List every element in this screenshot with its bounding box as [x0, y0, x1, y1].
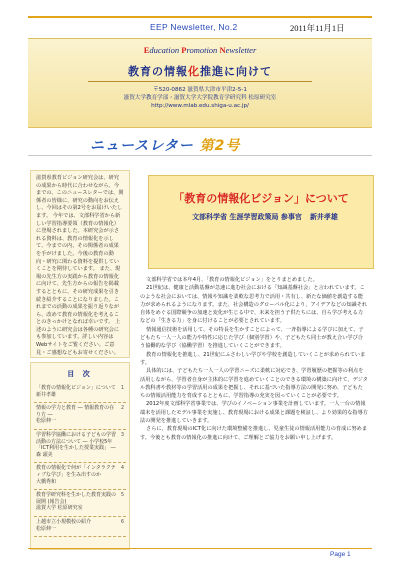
table-of-contents — [30, 362, 130, 550]
masthead-japanese-title: 教育の情報化推進に向けて — [128, 65, 272, 78]
toc-heading: 目 次 — [67, 370, 93, 378]
issue-date: 2011年11月1日 — [290, 23, 345, 33]
newsletter-title: ニュースレター 第2号 — [90, 138, 241, 154]
feature-title-box — [148, 175, 374, 269]
article-paragraph: 情報通信技術を活用して、その特長を生かすことによって、一斉指導による学びに加えて、子どもたち一人一人の能力や特性に応じた学び（個別学習）や、子どもたち同士が教え合い学び合う協働的な学び（協働学習）を推進していくことができます。 — [140, 326, 364, 350]
article-paragraph: さらに、教育現場のICT化に向けた環境整備を推進し、児童生徒の情報活用能力の育成に努めます。今後とも教育の情報化の推進に向けて、ご理解とご協力をお願い申し上げます。 — [140, 426, 368, 441]
feature-title: 「教育の情報化ビジョン」について — [173, 192, 349, 205]
footer-rule — [28, 548, 372, 549]
feature-byline — [149, 212, 373, 222]
toc-list — [34, 383, 126, 537]
masthead-banner — [28, 38, 372, 128]
article-paragraph: 2012年度文部科学省事業では、学びのイノベーション事業を計画しています。一人一台の情報端末を活用したモデル事業を実施し、教育現場における成果と課題を検証し、より効果的な指導方法の開発を推進していきます。 — [140, 401, 368, 425]
newsletter-issue-label: EEP Newsletter, No.2 — [150, 22, 238, 32]
article-paragraph: 教育の情報化を推進し、21世紀にふさわしい学びや学校を創造していくことが求められています。 — [140, 351, 366, 366]
toc-item[interactable]: 「教育の情報化ビジョン」について 新井孝雄 1 — [34, 383, 126, 403]
top-rule — [28, 16, 372, 18]
issue-number: 第2号 — [199, 138, 241, 154]
article-paragraph: 21世紀は、健康と活動基盤が急速に進む社会における「知識基盤社会」と言われています。このような社会においては、情報や知識を柔軟な思考力で活用・共有し、新たな価値を創造する能力が求められるようになります。また、社会構造のグローバル化により、アイデアなどの知識それ自体をめぐる国際競争の加速と変化が生じる中で、未来を担う子供たちには、自ら学び考える力などの「生きる力」を身に付けることが必要とされています。 — [140, 285, 368, 325]
toc-item[interactable]: 教育学研究科を生かした教育実践の展開 (報告会) 滋賀大学 松原研究室 5 — [34, 490, 126, 517]
article-paragraph: 具体的には、子どもたち一人一人の学習ニーズに柔軟に対応でき、学習履歴の把握等の利点を活用しながら、学習者自身が主体的に学習を進めていくことのできる環境の構築に向けて、デジタル教科書や教材等の学習活用の成果を把握し、それに基づいた指導方法の開発に努め、子どもたちの情報活用能力を育成するとともに、学習指導の充実を図っていくことが必要です。 — [140, 368, 368, 400]
article-body — [140, 276, 368, 442]
toc-item[interactable]: 学習科学協働における子どもの学習活動の方法について ― 小学校5年 「ICT利用を生かした授業実践」 ― 森 頭美 3 — [34, 430, 126, 463]
masthead-address: 〒520-0862 滋賀県大津市平津2-5-1 滋賀大学教育学部・滋賀大学大学院教育学研究科 松原研究室 http://www.mlab.edu.shiga-u.ac.jp/ — [28, 86, 372, 110]
intro-box — [30, 170, 130, 358]
masthead-english: Education Promotion Newsletter — [143, 45, 257, 55]
masthead-divider — [88, 81, 312, 82]
intro-text: 滋賀県教育ビジョン研究会は、研究の成果から時代に合わせながら、今までの、このニュースレターでは、関係者の皆様に、研究の動向をお伝えし、今回はその第2号をお届けいたします。 今年では、文部科学省から新しい学習指導要領（教育の情報化）に登場されました。本研究会が示される資料は、教育の情報化を示して、今までの内、その関係者の成果を手がけました。今後の教育の動向・研究に関わる資料を提供していくことを期待しています。 また、現場の先生方の実践から教育の情報化に向けて、先生方からの報告を掲載するとともに、その研究成果を引き続き紹介することになりました。これまでの活動の成果を振り返りながら、改めて教育の情報化を考えることのきっかけとなれば幸いです。 上述のように研究会は各種の研究会にも参加しています。詳しい内容はWebサイトをご覧ください。ご意見・ご感想などもお寄せください。 — [36, 175, 124, 356]
toc-item[interactable]: 情報の学力と教育 ― 情報教育の在り方 ― 松原伸一 2 — [34, 403, 126, 430]
author-affiliation: 文部科学省 生涯学習政策局 参事官 — [192, 213, 302, 221]
article-paragraph: 文部科学省では本年4月、「教育の情報化ビジョン」をとりまとめました。 — [146, 277, 318, 283]
toc-item[interactable]: 上越市立小規模校の紹介 松原伸一 6 — [34, 517, 126, 537]
lab-website-link[interactable]: http://www.mlab.edu.shiga-u.ac.jp/ — [151, 103, 249, 109]
page-number: Page 1 — [330, 551, 351, 558]
author-name: 新井孝雄 — [309, 213, 338, 221]
title-divider — [28, 155, 372, 156]
toc-item[interactable]: 教育の情報化で何が「インタラクティブな学び」を生み出すのか 大橋秀和 4 — [34, 463, 126, 490]
